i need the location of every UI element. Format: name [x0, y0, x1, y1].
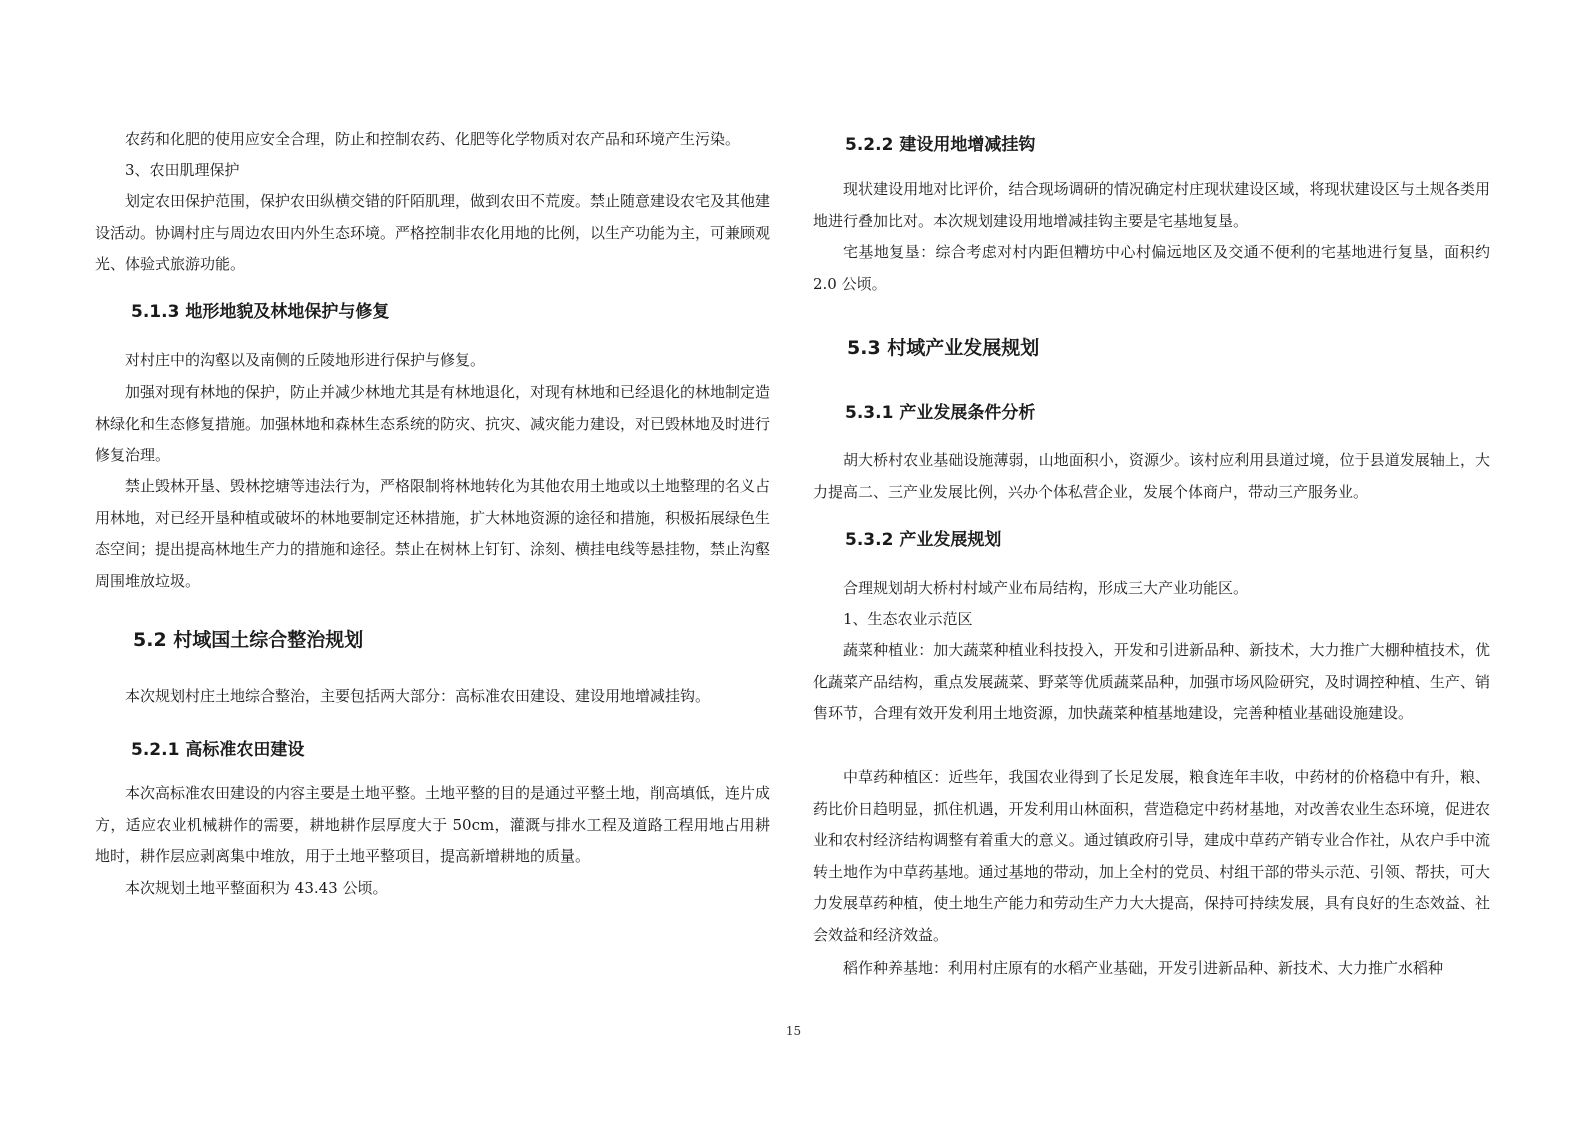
- paragraph: 现状建设用地对比评价，结合现场调研的情况确定村庄现状建设区域，将现状建设区与土规各类用地进行叠加比对。本次规划建设用地增减挂钩主要是宅基地复垦。: [813, 180, 1490, 230]
- paragraph: 本次高标准农田建设的内容主要是土地平整。土地平整的目的是通过平整土地，削高填低，连片成方，适应农业机械耕作的需要，耕地耕作层厚度大于 50cm，灌溉与排水工程及道路工程用地占用耕地时，耕作层应剥离集中堆放，用于土地平整项目，提高新增耕地的质量。: [95, 784, 771, 865]
- paragraph: 中草药种植区：近些年，我国农业得到了长足发展，粮食连年丰收，中药材的价格稳中有升，粮、药比价日趋明显，抓住机遇，开发利用山林面积，营造稳定中药材基地，对改善农业生态环境，促进农业和农村经济结构调整有着重大的意义。通过镇政府引导，建成中草药产销专业合作社，从农户手中流转土地作为中草药基地。通过基地的带动，加上全村的党员、村组干部的带头示范、引领、帮扶，可大力发展草药种植，使土地生产能力和劳动生产力大大提高，保持可持续发展，具有良好的生态效益、社会效益和经济效益。: [813, 768, 1490, 944]
- list-item-heading: 3、农田肌理保护: [125, 161, 240, 179]
- paragraph: 宅基地复垦：综合考虑对村内距但糟坊中心村偏远地区及交通不便利的宅基地进行复垦，面积约 2.0 公顷。: [813, 243, 1490, 293]
- section-heading-5-3-1: 5.3.1 产业发展条件分析: [845, 403, 1036, 423]
- page-number: 15: [785, 1024, 802, 1038]
- paragraph: 合理规划胡大桥村村域产业布局结构，形成三大产业功能区。: [843, 579, 1249, 597]
- paragraph: 稻作种养基地：利用村庄原有的水稻产业基础，开发引进新品种、新技术、大力推广水稻种: [843, 959, 1444, 977]
- section-heading-5-3: 5.3 村域产业发展规划: [847, 337, 1040, 359]
- section-heading-5-1-3: 5.1.3 地形地貌及林地保护与修复: [131, 302, 390, 322]
- section-heading-5-2-1: 5.2.1 高标准农田建设: [131, 740, 305, 760]
- paragraph: 胡大桥村农业基础设施薄弱，山地面积小，资源少。该村应利用县道过境，位于县道发展轴上，大力提高二、三产业发展比例，兴办个体私营企业，发展个体商户，带动三产服务业。: [813, 451, 1490, 501]
- section-heading-5-2: 5.2 村域国土综合整治规划: [133, 629, 364, 651]
- section-heading-5-2-2: 5.2.2 建设用地增减挂钩: [845, 135, 1036, 155]
- paragraph: 蔬菜种植业：加大蔬菜种植业科技投入，开发和引进新品种、新技术，大力推广大棚种植技术，优化蔬菜产品结构，重点发展蔬菜、野菜等优质蔬菜品种，加强市场风险研究，及时调控种植、生产、销售环节，合理有效开发利用土地资源，加快蔬菜种植基地建设，完善种植业基础设施建设。: [813, 641, 1490, 722]
- paragraph: 对村庄中的沟壑以及南侧的丘陵地形进行保护与修复。: [125, 351, 486, 369]
- list-item-heading: 1、生态农业示范区: [843, 610, 973, 628]
- paragraph: 加强对现有林地的保护，防止并减少林地尤其是有林地退化，对现有林地和已经退化的林地制定造林绿化和生态修复措施。加强林地和森林生态系统的防灾、抗灾、减灾能力建设，对已毁林地及时进行修复治理。: [95, 383, 771, 464]
- paragraph: 禁止毁林开垦、毁林挖塘等违法行为，严格限制将林地转化为其他农用土地或以土地整理的名义占用林地，对已经开垦种植或破坏的林地要制定还林措施，扩大林地资源的途径和措施，积极拓展绿色生态空间；提出提高林地生产力的措施和途径。禁止在树林上钉钉、涂刻、横挂电线等悬挂物，禁止沟壑周围堆放垃圾。: [95, 477, 771, 590]
- paragraph: 本次规划村庄土地综合整治，主要包括两大部分：高标准农田建设、建设用地增减挂钩。: [125, 687, 711, 705]
- paragraph: 划定农田保护范围，保护农田纵横交错的阡陌肌理，做到农田不荒废。禁止随意建设农宅及其他建设活动。协调村庄与周边农田内外生态环境。严格控制非农化用地的比例，以生产功能为主，可兼顾观光、体验式旅游功能。: [95, 192, 771, 273]
- paragraph: 本次规划土地平整面积为 43.43 公顷。: [125, 879, 388, 897]
- paragraph: 农药和化肥的使用应安全合理，防止和控制农药、化肥等化学物质对农产品和环境产生污染。: [125, 130, 741, 148]
- section-heading-5-3-2: 5.3.2 产业发展规划: [845, 530, 1002, 550]
